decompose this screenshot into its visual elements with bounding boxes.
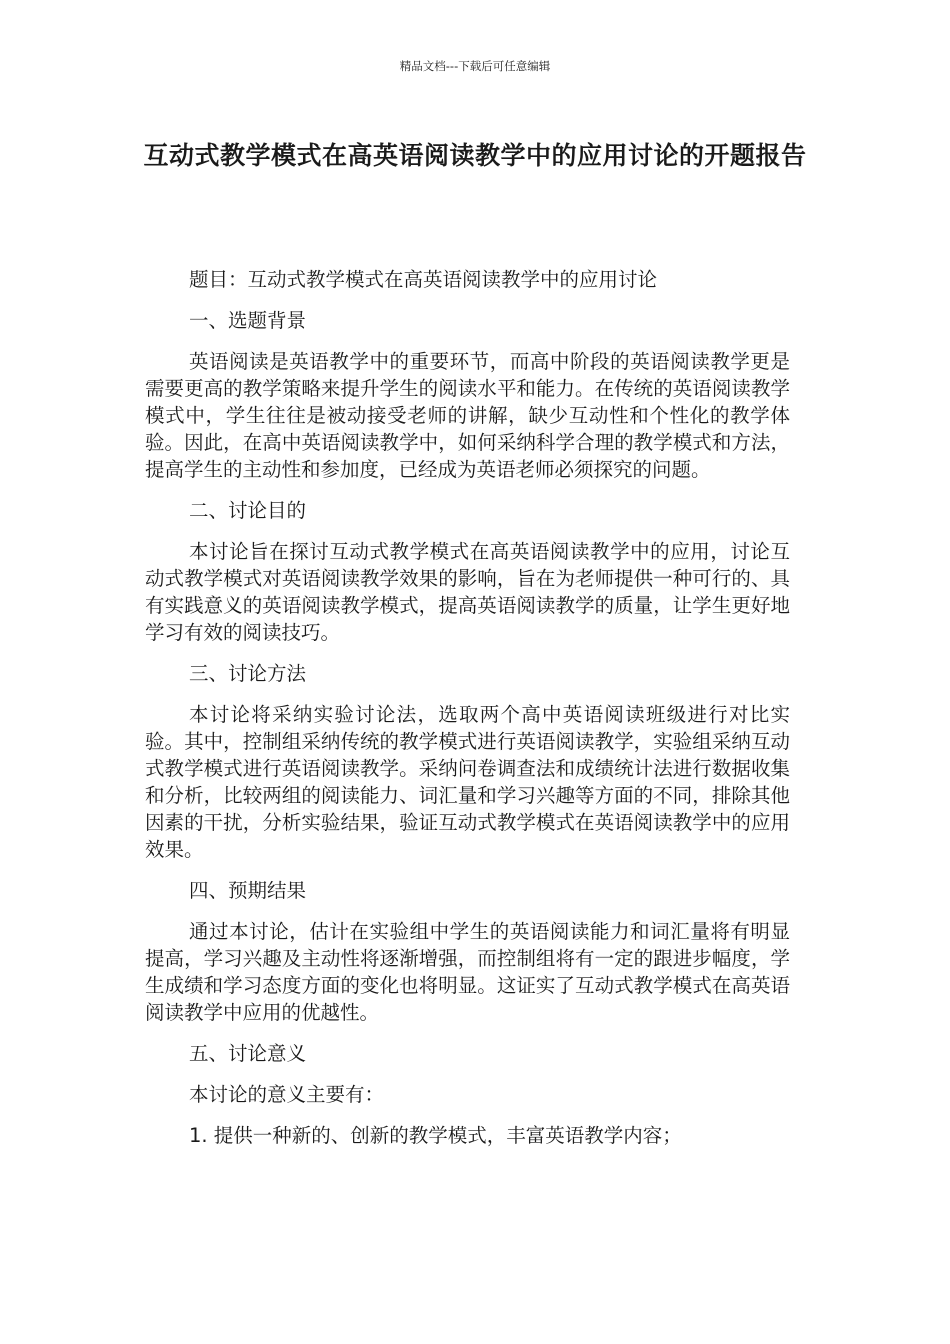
header-note: 精品文档---下载后可任意编辑 xyxy=(399,59,551,73)
document-title: 互动式教学模式在高英语阅读教学中的应用讨论的开题报告 xyxy=(143,141,807,170)
topic-line: 题目：互动式教学模式在高英语阅读教学中的应用讨论 xyxy=(189,268,658,291)
section-heading-3: 三、讨论方法 xyxy=(189,662,307,685)
section-body-4: 通过本讨论，估计在实验组中学生的英语阅读能力和词汇量将有明显提高，学习兴趣及主动性将逐渐增强，而控制组将有一定的跟进步幅度，学生成绩和学习态度方面的变化也将明显。这证实了互动式教学模式在高英语阅读教学中应用的优越性。 xyxy=(145,920,790,1024)
section-heading-4: 四、预期结果 xyxy=(189,879,307,902)
list-item: 1. 提供一种新的、创新的教学模式，丰富英语教学内容； xyxy=(189,1124,682,1147)
section-heading-1: 一、选题背景 xyxy=(189,309,307,332)
section-body-2: 本讨论旨在探讨互动式教学模式在高英语阅读教学中的应用，讨论互动式教学模式对英语阅读教学效果的影响，旨在为老师提供一种可行的、具有实践意义的英语阅读教学模式，提高英语阅读教学的质量，让学生更好地学习有效的阅读技巧。 xyxy=(145,540,790,644)
section-body-1: 英语阅读是英语教学中的重要环节，而高中阶段的英语阅读教学更是需要更高的教学策略来提升学生的阅读水平和能力。在传统的英语阅读教学模式中，学生往往是被动接受老师的讲解，缺少互动性和个性化的教学体验。因此，在高中英语阅读教学中，如何采纳科学合理的教学模式和方法，提高学生的主动性和参加度，已经成为英语老师必须探究的问题。 xyxy=(145,350,790,481)
section-heading-5: 五、讨论意义 xyxy=(189,1042,307,1065)
document-body xyxy=(145,266,790,1163)
section-body-3: 本讨论将采纳实验讨论法，选取两个高中英语阅读班级进行对比实验。其中，控制组采纳传统的教学模式进行英语阅读教学，实验组采纳互动式教学模式进行英语阅读教学。采纳问卷调查法和成绩统计法进行数据收集和分析，比较两组的阅读能力、词汇量和学习兴趣等方面的不同，排除其他因素的干扰，分析实验结果，验证互动式教学模式在英语阅读教学中的应用效果。 xyxy=(145,703,790,861)
section-intro-5: 本讨论的意义主要有： xyxy=(189,1083,385,1106)
section-heading-2: 二、讨论目的 xyxy=(189,499,307,522)
